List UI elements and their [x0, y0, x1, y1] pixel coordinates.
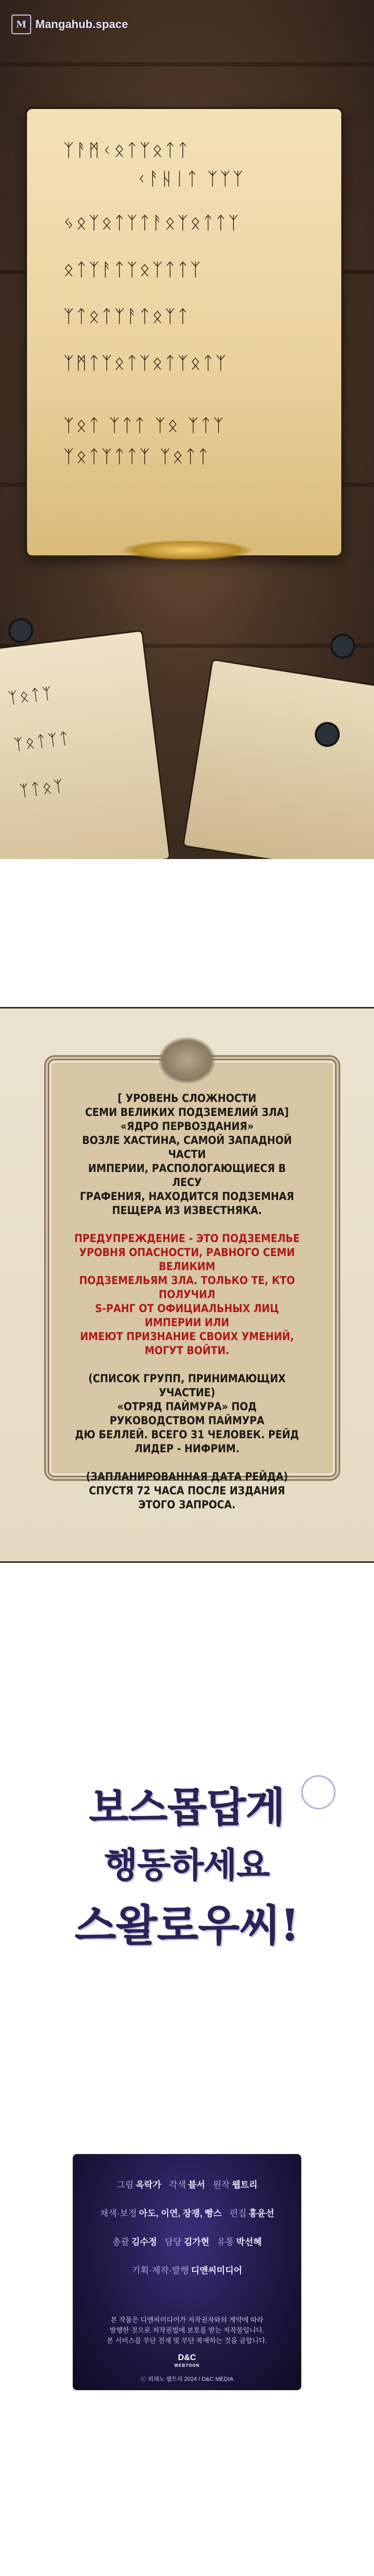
raid-date-block [73, 1470, 301, 1512]
credit-value: 디앤씨미디어 [191, 2266, 243, 2275]
credit-key: 각색 [169, 2180, 186, 2190]
parchment-writing-row: ᛉᛟᛏᛉᛏᛏᛉ ᛉᛟᛏᛏ [63, 446, 211, 467]
notice-panel [0, 1007, 374, 1563]
credit-value: 홍윤선 [248, 2209, 274, 2218]
parchment-writing-row: ᚲᚨᚺᛁᛏ ᛉᛉᛉ [136, 169, 246, 189]
notice-line: ЭТОГО ЗАПРОСА. [138, 1498, 236, 1511]
notice-line: СЕМИ ВЕЛИКИХ ПОДЗЕМЕЛИЙ ЗЛА] [85, 1106, 289, 1119]
notice-line: (СПИСОК ГРУПП, ПРИНИМАЮЩИХ УЧАСТИЕ) [88, 1372, 286, 1399]
notice-line: ЛИДЕР - НИФРИМ. [134, 1442, 240, 1455]
pin-icon [317, 724, 338, 745]
right-parchment-sheet [184, 660, 374, 859]
notice-line: «ЯДРО ПЕРВОЗДАНИЯ» [120, 1120, 254, 1133]
difficulty-block [73, 1092, 301, 1218]
parchment-writing-row: ᛉᚨᛗᚲᛟᛏᛉᛟᛏᛏ [63, 140, 190, 161]
scroll-on-table-panel [0, 0, 374, 859]
credit-value: 옥락가 [136, 2180, 162, 2190]
credit-row [73, 2177, 301, 2190]
frame-crest-ornament [158, 1037, 216, 1084]
credit-key: 기획·제작·발행 [131, 2266, 189, 2275]
notice-line: [ УРОВЕНЬ СЛОЖНОСТИ [117, 1092, 257, 1105]
site-watermark[interactable] [11, 15, 128, 34]
pin-icon [332, 636, 353, 657]
credit-key: 담당 [164, 2237, 182, 2247]
credit-row [73, 2234, 301, 2247]
warning-line: S-РАНГ ОТ ОФИЦИАЛЬНЫХ ЛИЦ ИМПЕРИИ ИЛИ [95, 1302, 279, 1329]
title-line: 행동하세요 [104, 1845, 270, 1885]
credit-key: 그림 [116, 2180, 134, 2190]
parchment-writing-row: ᛃᛟᛉᛟᛏᛉᛏᚨᛟᛉᛟᛏᛏᛉ [63, 213, 241, 234]
notice-line: ДЮ БЕЛЛЕЙ. ВСЕГО 31 ЧЕЛОВЕК. РЕЙД [75, 1428, 299, 1441]
notice-text [73, 1092, 301, 1526]
notice-line: 발행한 것으로 저작권법에 보호를 받는 저작물입니다. [110, 2326, 264, 2334]
credit-value: 웹트리 [232, 2180, 258, 2190]
credit-value: 박선혜 [236, 2237, 262, 2247]
warning-line: ПОДЗЕМЕЛЬЯМ ЗЛА. ТОЛЬКО ТЕ, КТО ПОЛУЧИЛ [79, 1274, 295, 1301]
credit-key: 채색·보정 [100, 2209, 137, 2218]
title-line: 보스몹답게 [89, 1784, 285, 1831]
mh-logo-icon: M [11, 15, 31, 34]
parchment-writing-row: ᛉᛏᛟᛉ [18, 776, 66, 801]
parchment-writing-row: ᛉᛗᛏᛉᛟᛏᛉᛟᛏᛉᛟᛏᛉ [63, 353, 229, 374]
notice-line: СПУСТЯ 72 ЧАСА ПОСЛЕ ИЗДАНИЯ [89, 1484, 285, 1497]
title-line: 스왈로우씨! [74, 1901, 300, 1951]
credit-row [73, 2263, 301, 2276]
notice-line: 본 작품은 디앤씨미디어가 저작권자와의 계약에 따라 [110, 2316, 264, 2324]
notice-line: ГРАФЕНИЯ, НАХОДИТСЯ ПОДЗЕМНАЯ [79, 1190, 295, 1203]
warning-line: УРОВНЯ ОПАСНОСТИ, РАВНОГО СЕМИ ВЕЛИКИМ [79, 1246, 295, 1273]
credit-key: 편집 [229, 2209, 247, 2218]
parchment-writing-row: ᛟᛏᛉᚨᛏᛉᛟᛉᛏᛏᛉ [63, 260, 203, 280]
credits-box [73, 2154, 301, 2390]
notice-line: ПЕЩЕРА ИЗ ИЗВЕСТНЯКА. [112, 1204, 262, 1217]
series-title-logo [31, 1775, 343, 2055]
warning-block [73, 1232, 301, 1358]
main-parchment-scroll [27, 109, 341, 555]
warning-line: ИМЕЮТ ПРИЗНАНИЕ СВОИХ УМЕНИЙ, МОГУТ ВОЙТИ. [80, 1330, 294, 1357]
credit-value: 아도, 이연, 장쟁, 빵스 [139, 2209, 222, 2218]
credit-key: 총괄 [112, 2237, 129, 2247]
copyright-notice [88, 2315, 286, 2346]
left-parchment-sheet [0, 632, 169, 859]
parchment-writing-row: ᛉᛏᛟᛏᛉᚨᛏᛟᛉᛏ [63, 306, 190, 327]
gold-scroll-ornament [119, 540, 255, 561]
parchment-writing-row: ᛉᛟᛏᛉᛏ [12, 729, 72, 754]
publisher-logo-text: D&C [178, 2353, 196, 2362]
parchment-writing-row: ᛉᛟᛏ ᛉᛏᛏ ᛉᛟ ᛉᛏᛉ [63, 415, 226, 436]
copyright-line: ⓒ 외래노 웹트리 2024 / D&C MEDIA [140, 2376, 234, 2382]
credit-key: 원작 [212, 2180, 230, 2190]
warning-line: ПРЕДУПРЕЖДЕНИЕ - ЭТО ПОДЗЕМЕЛЬЕ [74, 1232, 300, 1245]
publisher-logo [174, 2354, 200, 2369]
pin-icon [10, 620, 31, 641]
notice-line: «ОТРЯД ПАЙМУРА» ПОД РУКОВОДСТВОМ ПАЙМУРА [110, 1400, 264, 1427]
publisher-logo-sub: WEBTOON [174, 2363, 200, 2368]
notice-line: ВОЗЛЕ ХАСТИНА, САМОЙ ЗАПАДНОЙ ЧАСТИ [82, 1134, 292, 1161]
notice-line: ИМПЕРИИ, РАСПОЛОГАЮЩИЕСЯ В ЛЕСУ [88, 1162, 286, 1189]
parchment-writing-row: ᛉᛟᛏᛉ [7, 684, 55, 708]
credit-value: 김가현 [183, 2237, 210, 2247]
notice-line: (ЗАПЛАНИРОВАННАЯ ДАТА РЕЙДА) [86, 1470, 288, 1483]
sparkle-ornament-icon [301, 1775, 336, 1809]
site-name: Mangahub.space [35, 18, 128, 31]
wood-plank-seam [0, 62, 374, 66]
credit-row [73, 2206, 301, 2219]
notice-line: 본 서비스를 무단 전재 및 무단 복제하는 것을 금합니다. [106, 2337, 268, 2345]
credit-value: 김수정 [131, 2237, 157, 2247]
credit-key: 유통 [217, 2237, 234, 2247]
participants-block [73, 1372, 301, 1456]
credit-value: 블서 [188, 2180, 205, 2190]
